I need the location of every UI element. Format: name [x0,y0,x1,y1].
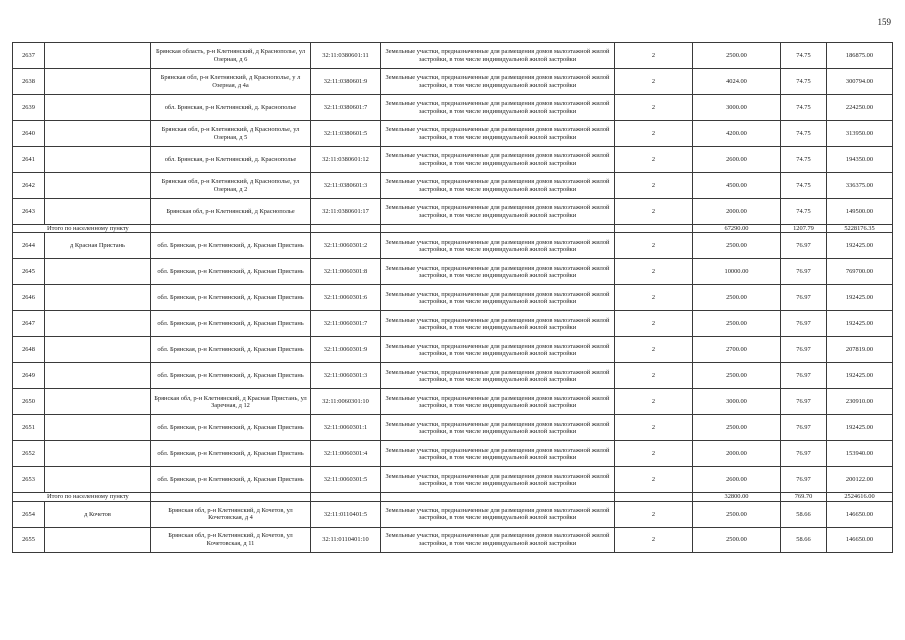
row-number: 2654 [13,501,45,527]
settlement-cell [45,467,151,493]
table-row [13,527,893,552]
land-purpose-cell: Земельные участки, предназначенные для размещения домов малоэтажной жилой застройки, в том числе индивидуальной жилой застройки [381,199,615,225]
land-purpose-cell: Земельные участки, предназначенные для размещения домов малоэтажной жилой застройки, в том числе индивидуальной жилой застройки [381,233,615,259]
rate-cell: 76.97 [781,259,827,285]
rate-cell: 58.66 [781,527,827,552]
address-cell: обл. Брянская, р-н Клетнянский, д. Красная Пристань [151,363,311,389]
table-row [13,121,893,147]
total-empty-cell [311,493,381,501]
address-cell: обл. Брянская, р-н Клетнянский, д. Красная Пристань [151,415,311,441]
category-cell: 2 [615,415,693,441]
settlement-total-row [13,225,893,233]
area-cell: 2500.00 [693,415,781,441]
land-purpose-cell: Земельные участки, предназначенные для размещения домов малоэтажной жилой застройки, в том числе индивидуальной жилой застройки [381,259,615,285]
category-cell: 2 [615,121,693,147]
rate-cell: 74.75 [781,69,827,95]
rate-cell: 74.75 [781,95,827,121]
land-valuation-table [12,42,893,553]
total-empty-cell [151,225,311,233]
cadastral-value-cell: 200122.00 [827,467,893,493]
row-number: 2638 [13,69,45,95]
category-cell: 2 [615,311,693,337]
land-purpose-cell: Земельные участки, предназначенные для размещения домов малоэтажной жилой застройки, в том числе индивидуальной жилой застройки [381,121,615,147]
settlement-cell [45,199,151,225]
category-cell: 2 [615,441,693,467]
cadastral-number-cell: 32:11:0380601:17 [311,199,381,225]
area-cell: 2500.00 [693,43,781,69]
table-row [13,337,893,363]
address-cell: обл. Брянская, р-н Клетнянский, д. Красная Пристань [151,441,311,467]
cadastral-value-cell: 149500.00 [827,199,893,225]
rate-cell: 76.97 [781,363,827,389]
cadastral-value-cell: 192425.00 [827,363,893,389]
area-cell: 2000.00 [693,441,781,467]
category-cell: 2 [615,501,693,527]
category-cell: 2 [615,199,693,225]
row-number: 2655 [13,527,45,552]
cadastral-value-cell: 769700.00 [827,259,893,285]
address-cell: Брянская обл, р-н Клетнянский, д Кочетов, ул Кочетовская, д 11 [151,527,311,552]
table-row [13,199,893,225]
settlement-cell [45,121,151,147]
cadastral-value-cell: 146650.00 [827,527,893,552]
cadastral-value-cell: 192425.00 [827,311,893,337]
page-number: 159 [877,17,891,27]
land-purpose-cell: Земельные участки, предназначенные для размещения домов малоэтажной жилой застройки, в том числе индивидуальной жилой застройки [381,285,615,311]
total-empty-cell [615,225,693,233]
category-cell: 2 [615,147,693,173]
address-cell: обл. Брянская, р-н Клетнянский, д. Краснополье [151,147,311,173]
row-number: 2642 [13,173,45,199]
row-number: 2645 [13,259,45,285]
cadastral-number-cell: 32:11:0060301:4 [311,441,381,467]
category-cell: 2 [615,527,693,552]
table-row [13,501,893,527]
land-purpose-cell: Земельные участки, предназначенные для размещения домов малоэтажной жилой застройки, в том числе индивидуальной жилой застройки [381,389,615,415]
cadastral-value-cell: 207819.00 [827,337,893,363]
settlement-cell [45,69,151,95]
cadastral-number-cell: 32:11:0060301:7 [311,311,381,337]
area-cell: 3000.00 [693,95,781,121]
total-label: Итого по населенному пункту [13,225,151,233]
area-cell: 2500.00 [693,501,781,527]
cadastral-value-cell: 192425.00 [827,285,893,311]
total-rate-cell: 769.70 [781,493,827,501]
settlement-cell: д Кочетов [45,501,151,527]
area-cell: 10000.00 [693,259,781,285]
area-cell: 2500.00 [693,285,781,311]
table-row [13,467,893,493]
area-cell: 4024.00 [693,69,781,95]
settlement-cell [45,389,151,415]
table-row [13,415,893,441]
address-cell: Брянская обл, р-н Клетнянский, д Красная Пристань, ул Заречная, д 12 [151,389,311,415]
rate-cell: 58.66 [781,501,827,527]
cadastral-number-cell: 32:11:0060301:8 [311,259,381,285]
settlement-cell [45,337,151,363]
table-row [13,173,893,199]
cadastral-number-cell: 32:11:0060301:3 [311,363,381,389]
row-number: 2648 [13,337,45,363]
table-row [13,147,893,173]
row-number: 2646 [13,285,45,311]
table-row [13,95,893,121]
cadastral-value-cell: 194350.00 [827,147,893,173]
area-cell: 2700.00 [693,337,781,363]
land-purpose-cell: Земельные участки, предназначенные для размещения домов малоэтажной жилой застройки, в том числе индивидуальной жилой застройки [381,173,615,199]
cadastral-number-cell: 32:11:0380601:3 [311,173,381,199]
land-purpose-cell: Земельные участки, предназначенные для размещения домов малоэтажной жилой застройки, в том числе индивидуальной жилой застройки [381,95,615,121]
settlement-cell [45,173,151,199]
settlement-cell [45,415,151,441]
category-cell: 2 [615,173,693,199]
land-purpose-cell: Земельные участки, предназначенные для размещения домов малоэтажной жилой застройки, в том числе индивидуальной жилой застройки [381,337,615,363]
rate-cell: 74.75 [781,199,827,225]
land-purpose-cell: Земельные участки, предназначенные для размещения домов малоэтажной жилой застройки, в том числе индивидуальной жилой застройки [381,43,615,69]
area-cell: 4200.00 [693,121,781,147]
total-value-cell: 5228176.35 [827,225,893,233]
area-cell: 2600.00 [693,147,781,173]
cadastral-number-cell: 32:11:0110401:5 [311,501,381,527]
settlement-cell [45,363,151,389]
row-number: 2641 [13,147,45,173]
category-cell: 2 [615,95,693,121]
land-purpose-cell: Земельные участки, предназначенные для размещения домов малоэтажной жилой застройки, в том числе индивидуальной жилой застройки [381,467,615,493]
settlement-cell [45,95,151,121]
cadastral-number-cell: 32:11:0380601:5 [311,121,381,147]
table-row [13,259,893,285]
rate-cell: 74.75 [781,147,827,173]
cadastral-value-cell: 224250.00 [827,95,893,121]
cadastral-value-cell: 230910.00 [827,389,893,415]
area-cell: 2500.00 [693,363,781,389]
rate-cell: 76.97 [781,233,827,259]
table-row [13,285,893,311]
row-number: 2652 [13,441,45,467]
category-cell: 2 [615,285,693,311]
settlement-cell [45,285,151,311]
row-number: 2650 [13,389,45,415]
land-purpose-cell: Земельные участки, предназначенные для размещения домов малоэтажной жилой застройки, в том числе индивидуальной жилой застройки [381,69,615,95]
settlement-cell [45,259,151,285]
settlement-cell [45,147,151,173]
cadastral-number-cell: 32:11:0060301:1 [311,415,381,441]
total-empty-cell [151,493,311,501]
cadastral-number-cell: 32:11:0380601:7 [311,95,381,121]
area-cell: 2500.00 [693,527,781,552]
cadastral-value-cell: 313950.00 [827,121,893,147]
area-cell: 2000.00 [693,199,781,225]
area-cell: 3000.00 [693,389,781,415]
total-area-cell: 32800.00 [693,493,781,501]
address-cell: Брянская обл, р-н Клетнянский, д Краснополье [151,199,311,225]
cadastral-number-cell: 32:11:0380601:9 [311,69,381,95]
rate-cell: 76.97 [781,337,827,363]
category-cell: 2 [615,363,693,389]
category-cell: 2 [615,233,693,259]
settlement-cell [45,441,151,467]
land-purpose-cell: Земельные участки, предназначенные для размещения домов малоэтажной жилой застройки, в том числе индивидуальной жилой застройки [381,527,615,552]
cadastral-number-cell: 32:11:0380601:11 [311,43,381,69]
cadastral-number-cell: 32:11:0380601:12 [311,147,381,173]
total-empty-cell [615,493,693,501]
total-value-cell: 2524616.00 [827,493,893,501]
rate-cell: 76.97 [781,311,827,337]
cadastral-value-cell: 192425.00 [827,415,893,441]
rate-cell: 74.75 [781,121,827,147]
total-empty-cell [381,493,615,501]
land-purpose-cell: Земельные участки, предназначенные для размещения домов малоэтажной жилой застройки, в том числе индивидуальной жилой застройки [381,415,615,441]
address-cell: обл. Брянская, р-н Клетнянский, д. Красная Пристань [151,311,311,337]
land-purpose-cell: Земельные участки, предназначенные для размещения домов малоэтажной жилой застройки, в том числе индивидуальной жилой застройки [381,147,615,173]
total-empty-cell [311,225,381,233]
cadastral-number-cell: 32:11:0060301:5 [311,467,381,493]
row-number: 2644 [13,233,45,259]
cadastral-value-cell: 153940.00 [827,441,893,467]
category-cell: 2 [615,389,693,415]
category-cell: 2 [615,43,693,69]
land-purpose-cell: Земельные участки, предназначенные для размещения домов малоэтажной жилой застройки, в том числе индивидуальной жилой застройки [381,363,615,389]
table-row [13,233,893,259]
table-body [13,43,893,553]
table-row [13,363,893,389]
row-number: 2649 [13,363,45,389]
rate-cell: 76.97 [781,441,827,467]
row-number: 2651 [13,415,45,441]
table-row [13,43,893,69]
rate-cell: 76.97 [781,467,827,493]
address-cell: Брянская обл, р-н Клетнянский, д Краснополье, ул Озерная, д 5 [151,121,311,147]
cadastral-value-cell: 186875.00 [827,43,893,69]
row-number: 2639 [13,95,45,121]
settlement-cell [45,311,151,337]
row-number: 2637 [13,43,45,69]
area-cell: 2600.00 [693,467,781,493]
area-cell: 4500.00 [693,173,781,199]
table-row [13,69,893,95]
address-cell: Брянская область, р-н Клетнянский, д Краснополье, ул Озерная, д 6 [151,43,311,69]
rate-cell: 76.97 [781,285,827,311]
address-cell: обл. Брянская, р-н Клетнянский, д. Красная Пристань [151,467,311,493]
cadastral-number-cell: 32:11:0060301:2 [311,233,381,259]
category-cell: 2 [615,69,693,95]
cadastral-number-cell: 32:11:0060301:10 [311,389,381,415]
area-cell: 2500.00 [693,311,781,337]
cadastral-number-cell: 32:11:0060301:6 [311,285,381,311]
rate-cell: 74.75 [781,43,827,69]
row-number: 2640 [13,121,45,147]
table-row [13,441,893,467]
rate-cell: 76.97 [781,389,827,415]
table-row [13,311,893,337]
address-cell: обл. Брянская, р-н Клетнянский, д. Краснополье [151,95,311,121]
category-cell: 2 [615,337,693,363]
land-purpose-cell: Земельные участки, предназначенные для размещения домов малоэтажной жилой застройки, в том числе индивидуальной жилой застройки [381,311,615,337]
category-cell: 2 [615,467,693,493]
total-label: Итого по населенному пункту [13,493,151,501]
settlement-cell: д Красная Пристань [45,233,151,259]
cadastral-value-cell: 300794.00 [827,69,893,95]
settlement-cell [45,43,151,69]
address-cell: Брянская обл, р-н Клетнянский, д Краснополье, у л Озерная, д 4а [151,69,311,95]
land-purpose-cell: Земельные участки, предназначенные для размещения домов малоэтажной жилой застройки, в том числе индивидуальной жилой застройки [381,501,615,527]
category-cell: 2 [615,259,693,285]
rate-cell: 76.97 [781,415,827,441]
rate-cell: 74.75 [781,173,827,199]
cadastral-value-cell: 336375.00 [827,173,893,199]
row-number: 2647 [13,311,45,337]
address-cell: Брянская обл, р-н Клетнянский, д Кочетов, ул Кочетовская, д 4 [151,501,311,527]
cadastral-value-cell: 192425.00 [827,233,893,259]
land-purpose-cell: Земельные участки, предназначенные для размещения домов малоэтажной жилой застройки, в том числе индивидуальной жилой застройки [381,441,615,467]
total-area-cell: 67290.00 [693,225,781,233]
address-cell: Брянская обл, р-н Клетнянский, д Краснополье, ул Озерная, д 2 [151,173,311,199]
cadastral-number-cell: 32:11:0110401:10 [311,527,381,552]
total-rate-cell: 1207.79 [781,225,827,233]
settlement-total-row [13,493,893,501]
address-cell: обл. Брянская, р-н Клетнянский, д. Красная Пристань [151,233,311,259]
cadastral-number-cell: 32:11:0060301:9 [311,337,381,363]
row-number: 2653 [13,467,45,493]
address-cell: обл. Брянская, р-н Клетнянский, д. Красная Пристань [151,337,311,363]
row-number: 2643 [13,199,45,225]
area-cell: 2500.00 [693,233,781,259]
cadastral-value-cell: 146650.00 [827,501,893,527]
address-cell: обл. Брянская, р-н Клетнянский, д. Красная Пристань [151,285,311,311]
address-cell: обл. Брянская, р-н Клетнянский, д. Красная Пристань [151,259,311,285]
total-empty-cell [381,225,615,233]
table-row [13,389,893,415]
settlement-cell [45,527,151,552]
